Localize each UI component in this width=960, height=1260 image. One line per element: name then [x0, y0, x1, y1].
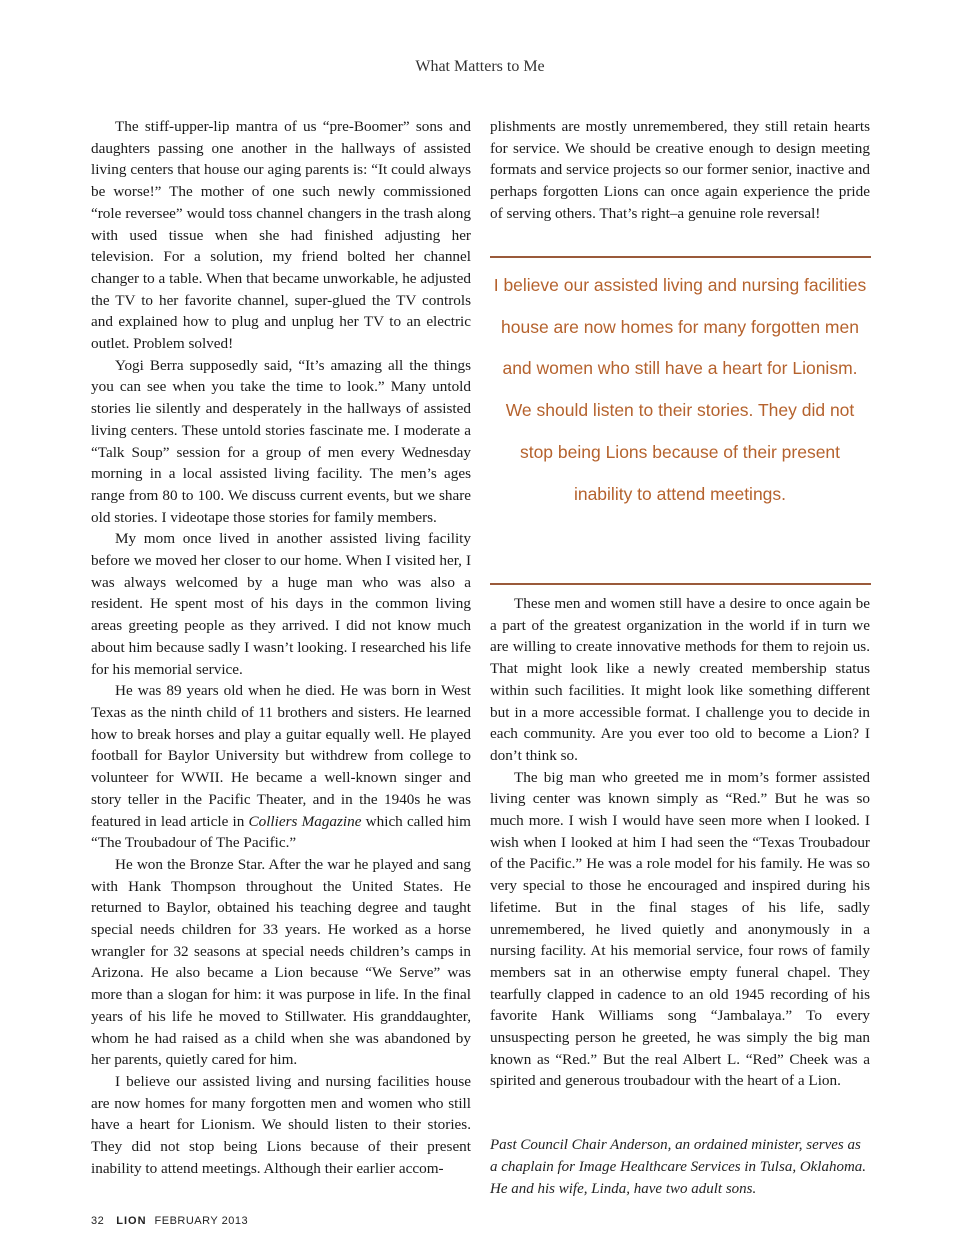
article-column-right-top	[490, 116, 870, 225]
paragraph-text: which called him “The Troubadour of The Pacific.”	[91, 812, 471, 852]
paragraph: He won the Bronze Star. After the war he played and sang with Hank Thompson throughout the United States. He returned to Baylor, obtained his teaching degree and taught special needs children for 33 years. He worked as a horse wrangler for 32 seasons at special needs children’s camps in Arizona. He also became a Lion because “We Serve” was more than a slogan for him: it was purpose in life. In the final years of his life he moved to Stillwater. His granddaughter, whom he had raised as a child when she was abandoned by her parents, quietly cared for him.	[91, 855, 471, 1069]
running-header: What Matters to Me	[415, 58, 545, 75]
paragraph: I believe our assisted living and nursing facilities house are now homes for many forgotten men and women who still have a heart for Lionism. We should listen to their stories. They did not stop being Lions because of their present inability to attend meetings. Although their earlier accom-	[91, 1072, 471, 1177]
author-bio: Past Council Chair Anderson, an ordained minister, serves as a chaplain for Image Healthcare Services in Tulsa, Oklahoma. He and his wife, Linda, have two adult sons.	[490, 1137, 867, 1197]
paragraph: plishments are mostly unremembered, they still retain hearts for service. We should be creative enough to design meeting formats and service projects so our former senior, inactive and perhaps forgotten Lions can once again experience the pride of serving others. That’s right–a genuine role reversal!	[490, 118, 870, 222]
article-column-left	[91, 116, 471, 1179]
magazine-title: Colliers Magazine	[248, 812, 362, 830]
paragraph: The stiff-upper-lip mantra of us “pre-Boomer” sons and daughters passing one another in the hallways of assisted living centers that house our aging parents is: “It could always be worse!” The mother of one such newly commissioned “role reversee” would toss channel changers in the trash along with used tissue when she had finished adjusting her television. For a solution, my friend bolted her channel changer to a table. When that became unworkable, he adjusted the TV to her favorite channel, super-glued the TV controls and explained how to plug and unplug her TV to an electric outlet. Problem solved!	[91, 118, 471, 353]
pull-quote: I believe our assisted living and nursing facilities house are now homes for many forgotten men and women who still have a heart for Lionism. We should listen to their stories. They did not stop being Lions because of their present inability to attend meetings.	[493, 275, 867, 504]
paragraph	[91, 680, 471, 854]
paragraph: These men and women still have a desire to once again be a part of the greatest organization in the world if in turn we are willing to create innovative methods for them to rejoin us. That might look like a newly created membership status within such facilities. It might look like something different but in a more accessible format. I challenge you to decide in each community. Are you ever too old to become a Lion? I don’t think so.	[490, 595, 870, 764]
page-number: 32	[91, 1215, 105, 1227]
pull-quote-bottom-rule	[490, 583, 871, 585]
magazine-name: LION	[116, 1215, 147, 1227]
paragraph: Yogi Berra supposedly said, “It’s amazing all the things you can see when you take the time to look.” Many untold stories lie silently and desperately in the hallways of assisted living centers. These untold stories fascinate me. I moderate a “Talk Soup” session for a group of men every Wednesday morning in a local assisted living facility. The men’s ages range from 80 to 100. We discuss current events, but we share old stories. I videotape those stories for family members.	[91, 356, 471, 526]
page-footer	[91, 1215, 248, 1227]
paragraph-text: He was 89 years old when he died. He was born in West Texas as the ninth child of 11 brothers and sisters. He learned how to break horses and play a guitar equally well. He played football for Baylor University but withdrew from college to volunteer for WWII. He became a well-known singer and story teller in the Pacific Theater, and in the 1940s he was featured in lead article in	[91, 682, 471, 830]
paragraph: My mom once lived in another assisted living facility before we moved her closer to our home. When I visited her, I was always welcomed by a huge man who was also a resident. He spent most of his days in the common living areas greeting people as they arrived. I did not know much about him because sadly I wasn’t looking. I researched his life for his memorial service.	[91, 530, 471, 678]
article-column-right-bottom	[490, 593, 870, 1092]
issue-date: FEBRUARY 2013	[154, 1215, 249, 1227]
pull-quote-top-rule	[490, 256, 871, 258]
paragraph: The big man who greeted me in mom’s former assisted living center was known simply as “Red.” But he was so much more. I wish I would have seen more when I looked. I wish when I looked at him I had seen the “Texas Troubadour of the Pacific.” He was a role model for his family. He was so very special to those he encouraged and inspired during his lifetime. But in the final stages of his life, sadly unremembered, he lived quietly and anonymously in a nursing facility. At his memorial service, four rows of family members sat in an otherwise empty funeral chapel. They tearfully clapped in cadence to an old 1945 recording of his favorite Hank Williams song “Jambalaya.” To every unsuspecting person he greeted, he was simply the big man known as “Red.” But the real Albert L. “Red” Cheek was a spirited and generous troubadour with the heart of a Lion.	[490, 768, 870, 1090]
